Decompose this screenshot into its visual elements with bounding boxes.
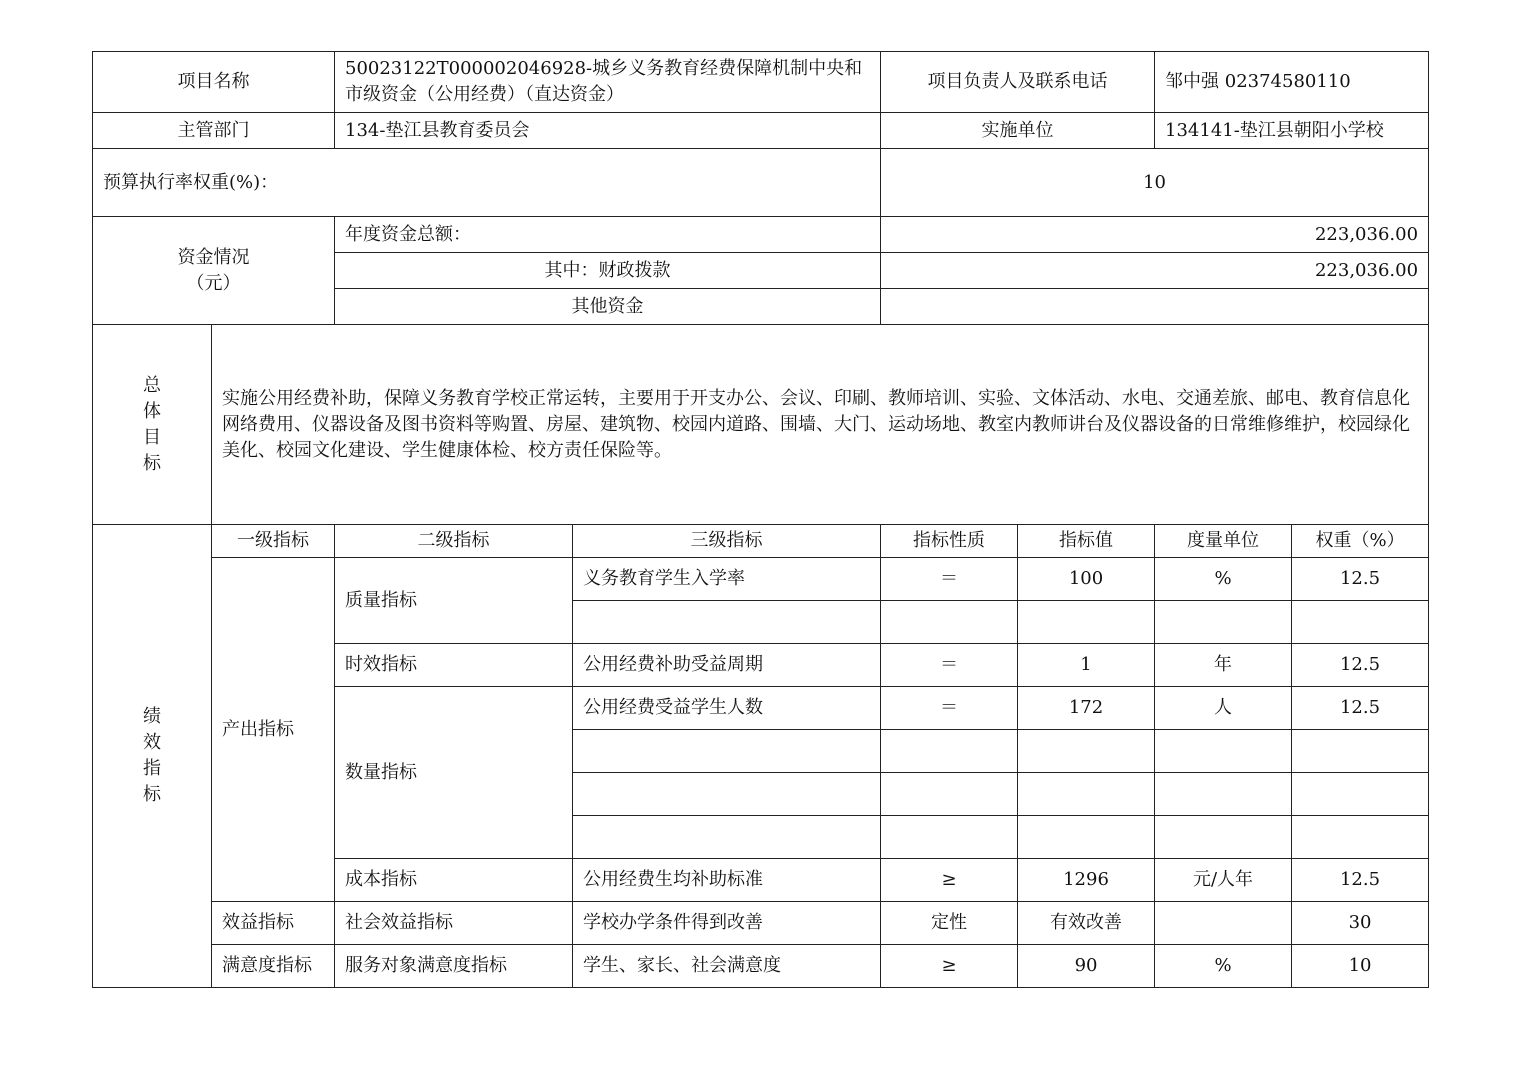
funds-label	[93, 217, 335, 325]
indicator-nature: ＝	[881, 558, 1018, 601]
perf-label-char: 绩	[143, 706, 161, 727]
indicator-unit	[1155, 773, 1292, 816]
goal-label-char: 标	[143, 452, 161, 474]
indicator-value: 1	[1018, 644, 1155, 687]
goal-label-char: 总	[143, 374, 161, 396]
project-name-label: 项目名称	[93, 52, 335, 113]
project-name-value: 50023122T000002046928-城乡义务教育经费保障机制中央和市级资金（公用经费）（直达资金）	[335, 52, 881, 113]
dept-label: 主管部门	[93, 113, 335, 149]
indicator-value: 1296	[1018, 859, 1155, 902]
indicator-name: 公用经费补助受益周期	[573, 644, 881, 687]
owner-value: 邹中强 02374580110	[1155, 52, 1429, 113]
indicator-weight	[1292, 816, 1429, 859]
level2-quantity: 数量指标	[335, 687, 573, 859]
indicator-weight: 30	[1292, 902, 1429, 945]
funds-label-line1: 资金情况	[177, 246, 250, 268]
budget-weight-value: 10	[881, 149, 1429, 217]
table-row	[93, 945, 1429, 988]
level2-quality: 质量指标	[335, 558, 573, 644]
funds-total-row	[93, 217, 1429, 253]
indicator-weight: 12.5	[1292, 687, 1429, 730]
indicator-unit: 人	[1155, 687, 1292, 730]
col-header: 三级指标	[573, 525, 881, 558]
indicator-unit: %	[1155, 945, 1292, 988]
impl-label: 实施单位	[881, 113, 1155, 149]
goal-label-char: 目	[143, 426, 161, 448]
indicator-weight: 10	[1292, 945, 1429, 988]
col-header: 二级指标	[335, 525, 573, 558]
indicator-nature: ≥	[881, 945, 1018, 988]
level1-benefit: 效益指标	[212, 902, 335, 945]
col-header: 权重（%）	[1292, 525, 1429, 558]
indicator-unit	[1155, 601, 1292, 644]
dept-value: 134-垫江县教育委员会	[335, 113, 881, 149]
col-header: 一级指标	[212, 525, 335, 558]
indicator-value	[1018, 816, 1155, 859]
indicator-name	[573, 601, 881, 644]
indicator-weight	[1292, 730, 1429, 773]
indicator-nature	[881, 773, 1018, 816]
perf-label-char: 效	[143, 732, 161, 753]
indicator-value: 100	[1018, 558, 1155, 601]
indicator-weight	[1292, 773, 1429, 816]
funds-fiscal-label: 其中：财政拨款	[335, 253, 881, 289]
indicator-name	[573, 773, 881, 816]
indicator-unit: %	[1155, 558, 1292, 601]
indicator-unit	[1155, 816, 1292, 859]
indicator-name: 学校办学条件得到改善	[573, 902, 881, 945]
indicator-name: 义务教育学生入学率	[573, 558, 881, 601]
project-name-row	[93, 52, 1429, 113]
perf-label	[93, 525, 212, 988]
owner-label: 项目负责人及联系电话	[881, 52, 1155, 113]
indicator-weight: 12.5	[1292, 644, 1429, 687]
budget-weight-row	[93, 149, 1429, 217]
indicator-nature: ≥	[881, 859, 1018, 902]
level2-social: 社会效益指标	[335, 902, 573, 945]
indicator-unit: 元/人年	[1155, 859, 1292, 902]
perf-label-char: 标	[143, 784, 161, 805]
goal-label-char: 体	[143, 400, 161, 422]
indicator-unit	[1155, 730, 1292, 773]
indicator-nature	[881, 816, 1018, 859]
indicator-value	[1018, 601, 1155, 644]
indicator-unit: 年	[1155, 644, 1292, 687]
table-row	[93, 558, 1429, 601]
indicator-value: 有效改善	[1018, 902, 1155, 945]
indicator-nature	[881, 601, 1018, 644]
perf-label-char: 指	[143, 758, 161, 779]
col-header: 度量单位	[1155, 525, 1292, 558]
funds-other-label: 其他资金	[335, 289, 881, 325]
col-header: 指标性质	[881, 525, 1018, 558]
indicator-unit	[1155, 902, 1292, 945]
indicator-value: 90	[1018, 945, 1155, 988]
col-header: 指标值	[1018, 525, 1155, 558]
funds-total-value: 223,036.00	[881, 217, 1429, 253]
overall-goal-label	[93, 325, 212, 525]
impl-value: 134141-垫江县朝阳小学校	[1155, 113, 1429, 149]
table-row	[93, 902, 1429, 945]
indicator-name	[573, 730, 881, 773]
funds-total-label: 年度资金总额：	[335, 217, 881, 253]
indicator-name: 公用经费生均补助标准	[573, 859, 881, 902]
funds-label-line2: （元）	[186, 272, 241, 294]
funds-other-value	[881, 289, 1429, 325]
overall-goal-text: 实施公用经费补助，保障义务教育学校正常运转，主要用于开支办公、会议、印刷、教师培训、实验、文体活动、水电、交通差旅、邮电、教育信息化网络费用、仪器设备及图书资料等购置、房屋、建筑物、校园内道路、围墙、大门、运动场地、教室内教师讲台及仪器设备的日常维修维护，校园绿化美化、校园文化建设、学生健康体检、校方责任保险等。	[212, 325, 1429, 525]
level1-satisfaction: 满意度指标	[212, 945, 335, 988]
indicator-weight: 12.5	[1292, 859, 1429, 902]
dept-row	[93, 113, 1429, 149]
indicator-value	[1018, 773, 1155, 816]
overall-goal-row	[93, 325, 1429, 525]
indicator-value: 172	[1018, 687, 1155, 730]
indicator-weight: 12.5	[1292, 558, 1429, 601]
performance-target-table	[92, 51, 1429, 988]
funds-fiscal-value: 223,036.00	[881, 253, 1429, 289]
level2-cost: 成本指标	[335, 859, 573, 902]
indicator-nature	[881, 730, 1018, 773]
budget-weight-label: 预算执行率权重(%)：	[93, 149, 881, 217]
indicator-name: 学生、家长、社会满意度	[573, 945, 881, 988]
indicator-value	[1018, 730, 1155, 773]
perf-header-row	[93, 525, 1429, 558]
indicator-weight	[1292, 601, 1429, 644]
level2-timeliness: 时效指标	[335, 644, 573, 687]
indicator-name	[573, 816, 881, 859]
indicator-nature: ＝	[881, 687, 1018, 730]
level2-service: 服务对象满意度指标	[335, 945, 573, 988]
level1-output: 产出指标	[212, 558, 335, 902]
indicator-nature: 定性	[881, 902, 1018, 945]
indicator-name: 公用经费受益学生人数	[573, 687, 881, 730]
indicator-nature: ＝	[881, 644, 1018, 687]
